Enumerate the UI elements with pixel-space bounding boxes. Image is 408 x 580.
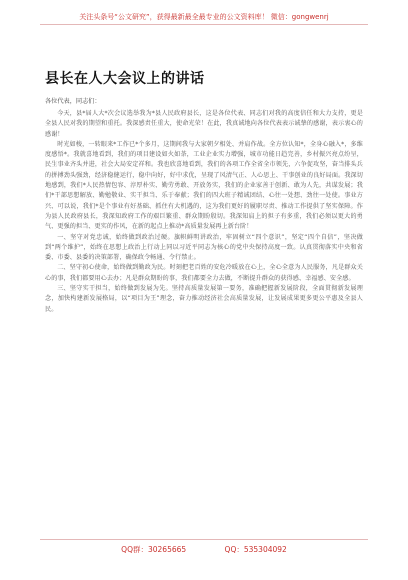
footer-contact — [0, 544, 408, 555]
top-banner: 关注头条号“公文研究”，获得最新最全最专业的公文资料库！ 微信：gongwenrj — [79, 13, 329, 21]
paragraph: 二、坚守初心使命，始终做到勤政为民。时刻把老百姓的安危冷暖放在心上，全心全意为人民服务，凡是群众关心的事，我们都要用心去办；凡是群众期盼的事，我们都要全力去做，不断提升群众的获得感、幸福感、安全感。 — [45, 264, 363, 282]
paragraph: 时光如梭，一转眼来*工作已*个多月，这期间我与大家朝夕相处、并肩作战。全方位认知*，全身心融入*，多维度感悟*。我就喜地看到，我们的项目建设如火如荼，工业企业实力增强，城市功能日趋完善，乡村振兴亮点纷呈，民生事业齐头并进，社会大局安定祥和。我也欣喜地看到，我们的各项工作全省全市领先，六争促攻坚，奋当排头兵的拼搏劲头强劲，经济稳健运行，稳中向好，好中求优，呈现了风清气正、人心思上、干事创业的良好局面。我深切地感到，我们*人民热情包容、淳厚朴实、勤劳勇敢、开放务实，我们的企业家善于创新、敢为人先，共谋发展；我们*干部思想解放、勤勉敬业、实干担当、乐于奉献；我们的四大班子精诚团结、心往一处想、劲往一处使。事业方兴、可以说，我们*是个事业有好基础、抓住有大机遇的，这为我们更好的履职尽责、推动工作提供了坚实保障。作为县人民政府县长，我深知政府工作的艰巨繁重、群众期盼殷切。我深知肩上的担子有多重，我们必须以更大的勇气、更强的担当、更实的作风，在新的起点上推动*高质量发展再上新台阶！ — [45, 140, 363, 231]
paragraph: 一、坚守对党忠诚，始终做到政治过硬。旗帜鲜明讲政治，牢固树立“四个意识”，坚定“四个自信”，坚决做到“两个维护”，始终在思想上政治上行动上同以习近平同志为核心的党中央保持高度一致。认真贯彻落实中央和省委、市委、县委的决策部署，确保政令畅通、令行禁止。 — [45, 233, 363, 262]
qq-text: QQ：535304092 — [224, 545, 287, 554]
salutation: 各位代表，同志们： — [45, 98, 101, 105]
paragraph: 今天，县*届人大*次会议选举我为*县人民政府县长，这是各位代表、同志们对我的高度信任和大力支持，更是全县人民对我的期望和重托。我深感责任重大，使命光荣！在此，我真诚地向各位代表表示诚挚的感谢，表示衷心的感谢！ — [45, 110, 363, 138]
document-title: 县长在人大会议上的讲话 — [45, 71, 205, 87]
paragraph: 三、坚守实干担当，始终做到发展为先。坚持高质量发展第一要务，准确把握新发展阶段，全面贯彻新发展理念，加快构建新发展格局，以“项目为王”理念，奋力推动经济社会高质量发展，让发展成果更多更公平惠及全县人民。 — [45, 285, 363, 313]
qq-group-text: QQ群：30265665 — [121, 545, 187, 554]
top-divider — [40, 24, 368, 25]
document-body — [45, 109, 363, 315]
bottom-divider — [40, 539, 368, 540]
